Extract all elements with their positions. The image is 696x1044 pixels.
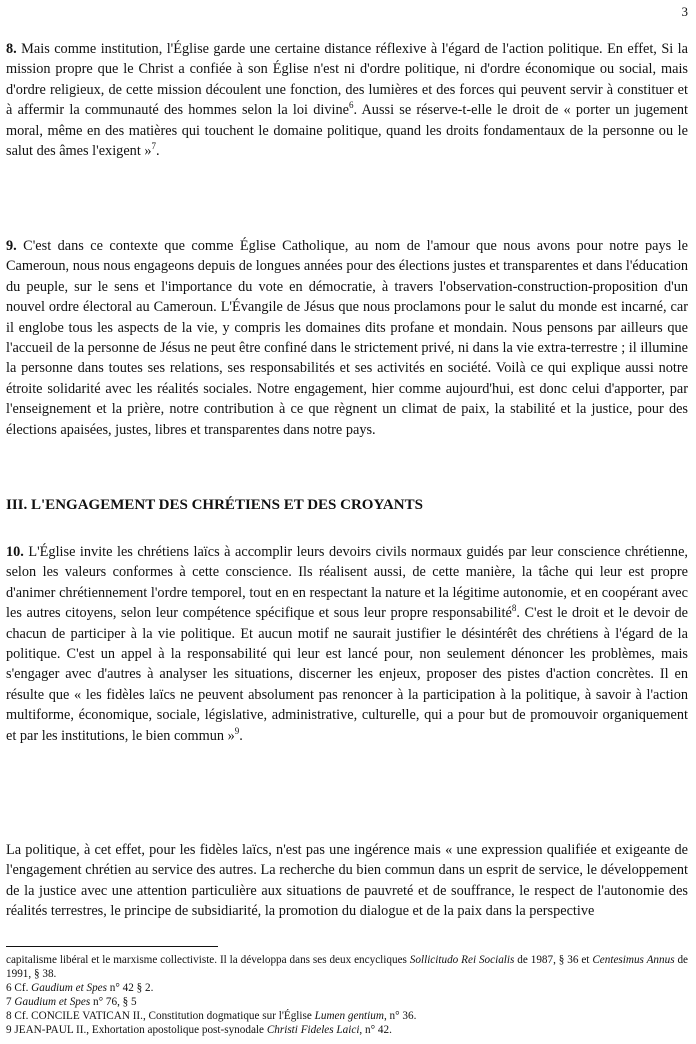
footnote-text: 8 Cf. CONCILE VATICAN II., Constitution dogmatique sur l'Église — [6, 1010, 315, 1022]
footnote-text: , n° 36. — [383, 1010, 417, 1022]
paragraph-text: . C'est le droit et le devoir de chacun de participer à la vie politique. Et aucun motif ne saurait justifier le désintérêt des chrétiens à l'égard de la politique. C'est un appel à la responsabilité qui leur est lancé pour, non seulement dénoncer les problèmes, mais s'engager avec d'autres à analyser les situations, discerner les enjeux, proposer des pistes d'action concrètes. Il en résulte que « les fidèles laïcs ne peuvent absolument pas renoncer à la participation à la politique, à savoir à l'action multiforme, économique, sociale, législative, administrative, culturelle, qui a pour but de promouvoir organiquement et par les institutions, le bien commun » — [6, 605, 689, 744]
paragraph-text: . — [156, 143, 160, 160]
paragraph-number: 8. — [6, 41, 17, 57]
footnote-title: Sollicitudo Rei Socialis — [409, 954, 515, 966]
section-heading: III. L'ENGAGEMENT DES CHRÉTIENS ET DES CROYANTS — [6, 497, 423, 513]
footnote — [6, 1009, 688, 1023]
footnote-title: Gaudium et Spes — [31, 982, 107, 994]
paragraph-11 — [6, 840, 688, 922]
footnote-text: 6 Cf. — [6, 982, 32, 994]
paragraph-number: 9. — [6, 238, 17, 254]
footnote-ref: 8 — [511, 603, 517, 614]
footnote-divider — [6, 946, 218, 947]
footnote-ref: 9 — [234, 725, 240, 736]
footnote-title: Gaudium et Spes — [14, 996, 91, 1008]
paragraph-text: L'Église invite les chrétiens laïcs à accomplir leurs devoirs civils normaux guidés par leur conscience chrétienne, selon les valeurs conformes à cette conscience. Ils réalisent aussi, de cette manière, la tâche qui leur est propre d'animer chrétiennement l'ordre temporel, tout en en respectant la nature et la légitime autonomie, et en coopérant avec les autres citoyens, selon leur compétence spécifique et sous leur propre responsabilité — [6, 544, 688, 622]
paragraph-text: . — [239, 727, 243, 744]
footnote-ref: 7 — [151, 141, 157, 152]
footnote-text: n° 76, § 5 — [90, 996, 137, 1008]
paragraph-9 — [6, 236, 688, 440]
page-number: 3 — [681, 4, 688, 19]
paragraph-text: La politique, à cet effet, pour les fidèles laïcs, n'est pas une ingérence mais « une expression qualifiée et exigeante de l'engagement chrétien au service des autres. La recherche du bien commun dans un esprit de service, le développement de la justice avec une attention particulière aux situations de pauvreté et de souffrance, le respect de l'autonomie des réalités terrestres, le principe de subsidiarité, la promotion du dialogue et de la paix dans la perspective — [6, 842, 688, 920]
footnote — [6, 995, 688, 1009]
footnote-title: Centesimus Annus — [592, 954, 675, 966]
paragraph-text: . Aussi se réserve-t-elle le droit de « porter un jugement moral, même en des matières qui touchent le domaine politique, quand les droits fondamentaux de la personne ou le salut des âmes l'exigent » — [6, 102, 688, 160]
paragraph-number: 10. — [6, 544, 24, 560]
footnote-text: capitalisme libéral et le marxisme collectiviste. Il la développa dans ses deux encycliques — [6, 954, 410, 966]
footnote-text: , n° 42. — [359, 1024, 392, 1036]
paragraph-10 — [6, 542, 688, 746]
footnote-text: 7 — [6, 996, 15, 1008]
paragraph-8 — [6, 39, 688, 161]
footnote-text: de 1987, § 36 et — [514, 954, 593, 966]
footnote-text: n° 42 § 2. — [107, 982, 154, 994]
footnote-ref: 6 — [348, 100, 354, 111]
paragraph-text: C'est dans ce contexte que comme Église Catholique, au nom de l'amour que nous avons pour notre pays le Cameroun, nous nous engageons depuis de longues années pour des élections justes et transparentes et dans l'éducation du peuple, sur le sens et l'importance du vote en démocratie, à travers l'observation-construction-proposition d'un nouvel ordre électoral au Cameroun. L'Évangile de Jésus que nous proclamons pour le salut du monde est incarné, car il englobe tous les aspects de la vie, y compris les domaines dits profane et mondain. Nous pensons par ailleurs que l'accueil de la personne de Jésus ne peut être confiné dans le strictement privé, ni dans la vie extra-terrestre ; il illumine la personne dans toutes ses relations, ses responsabilités et ses activités en société. Voilà ce qui explique aussi notre étroite solidarité avec les réalités sociales. Notre engagement, hier comme aujourd'hui, est donc celui d'apporter, par l'enseignement et la prière, notre contribution à ce que règnent un climat de paix, la stabilité et la justice, pour des élections apaisées, justes, libres et transparentes dans notre pays. — [6, 238, 688, 438]
footnote — [6, 953, 688, 981]
footnote — [6, 981, 688, 995]
footnote-title: Christi Fideles Laici — [266, 1024, 360, 1036]
footnotes — [6, 953, 688, 1037]
footnote-title: Lumen gentium — [314, 1010, 384, 1022]
footnote-text: 9 JEAN-PAUL II., Exhortation apostolique post-synodale — [6, 1024, 267, 1036]
footnote — [6, 1023, 688, 1037]
paragraph-text: Mais comme institution, l'Église garde une certaine distance réflexive à l'égard de l'action politique. En effet, Si la mission propre que le Christ a confiée à son Église n'est ni d'ordre politique, ni d'ordre économique ou social, mais d'ordre religieux, de cette mission découlent une fonction, des lumières et des forces qui peuvent servir à constituer et à affermir la communauté des hommes selon la loi divine — [6, 41, 688, 119]
footnote-text: de 1991, § 38. — [6, 954, 689, 980]
